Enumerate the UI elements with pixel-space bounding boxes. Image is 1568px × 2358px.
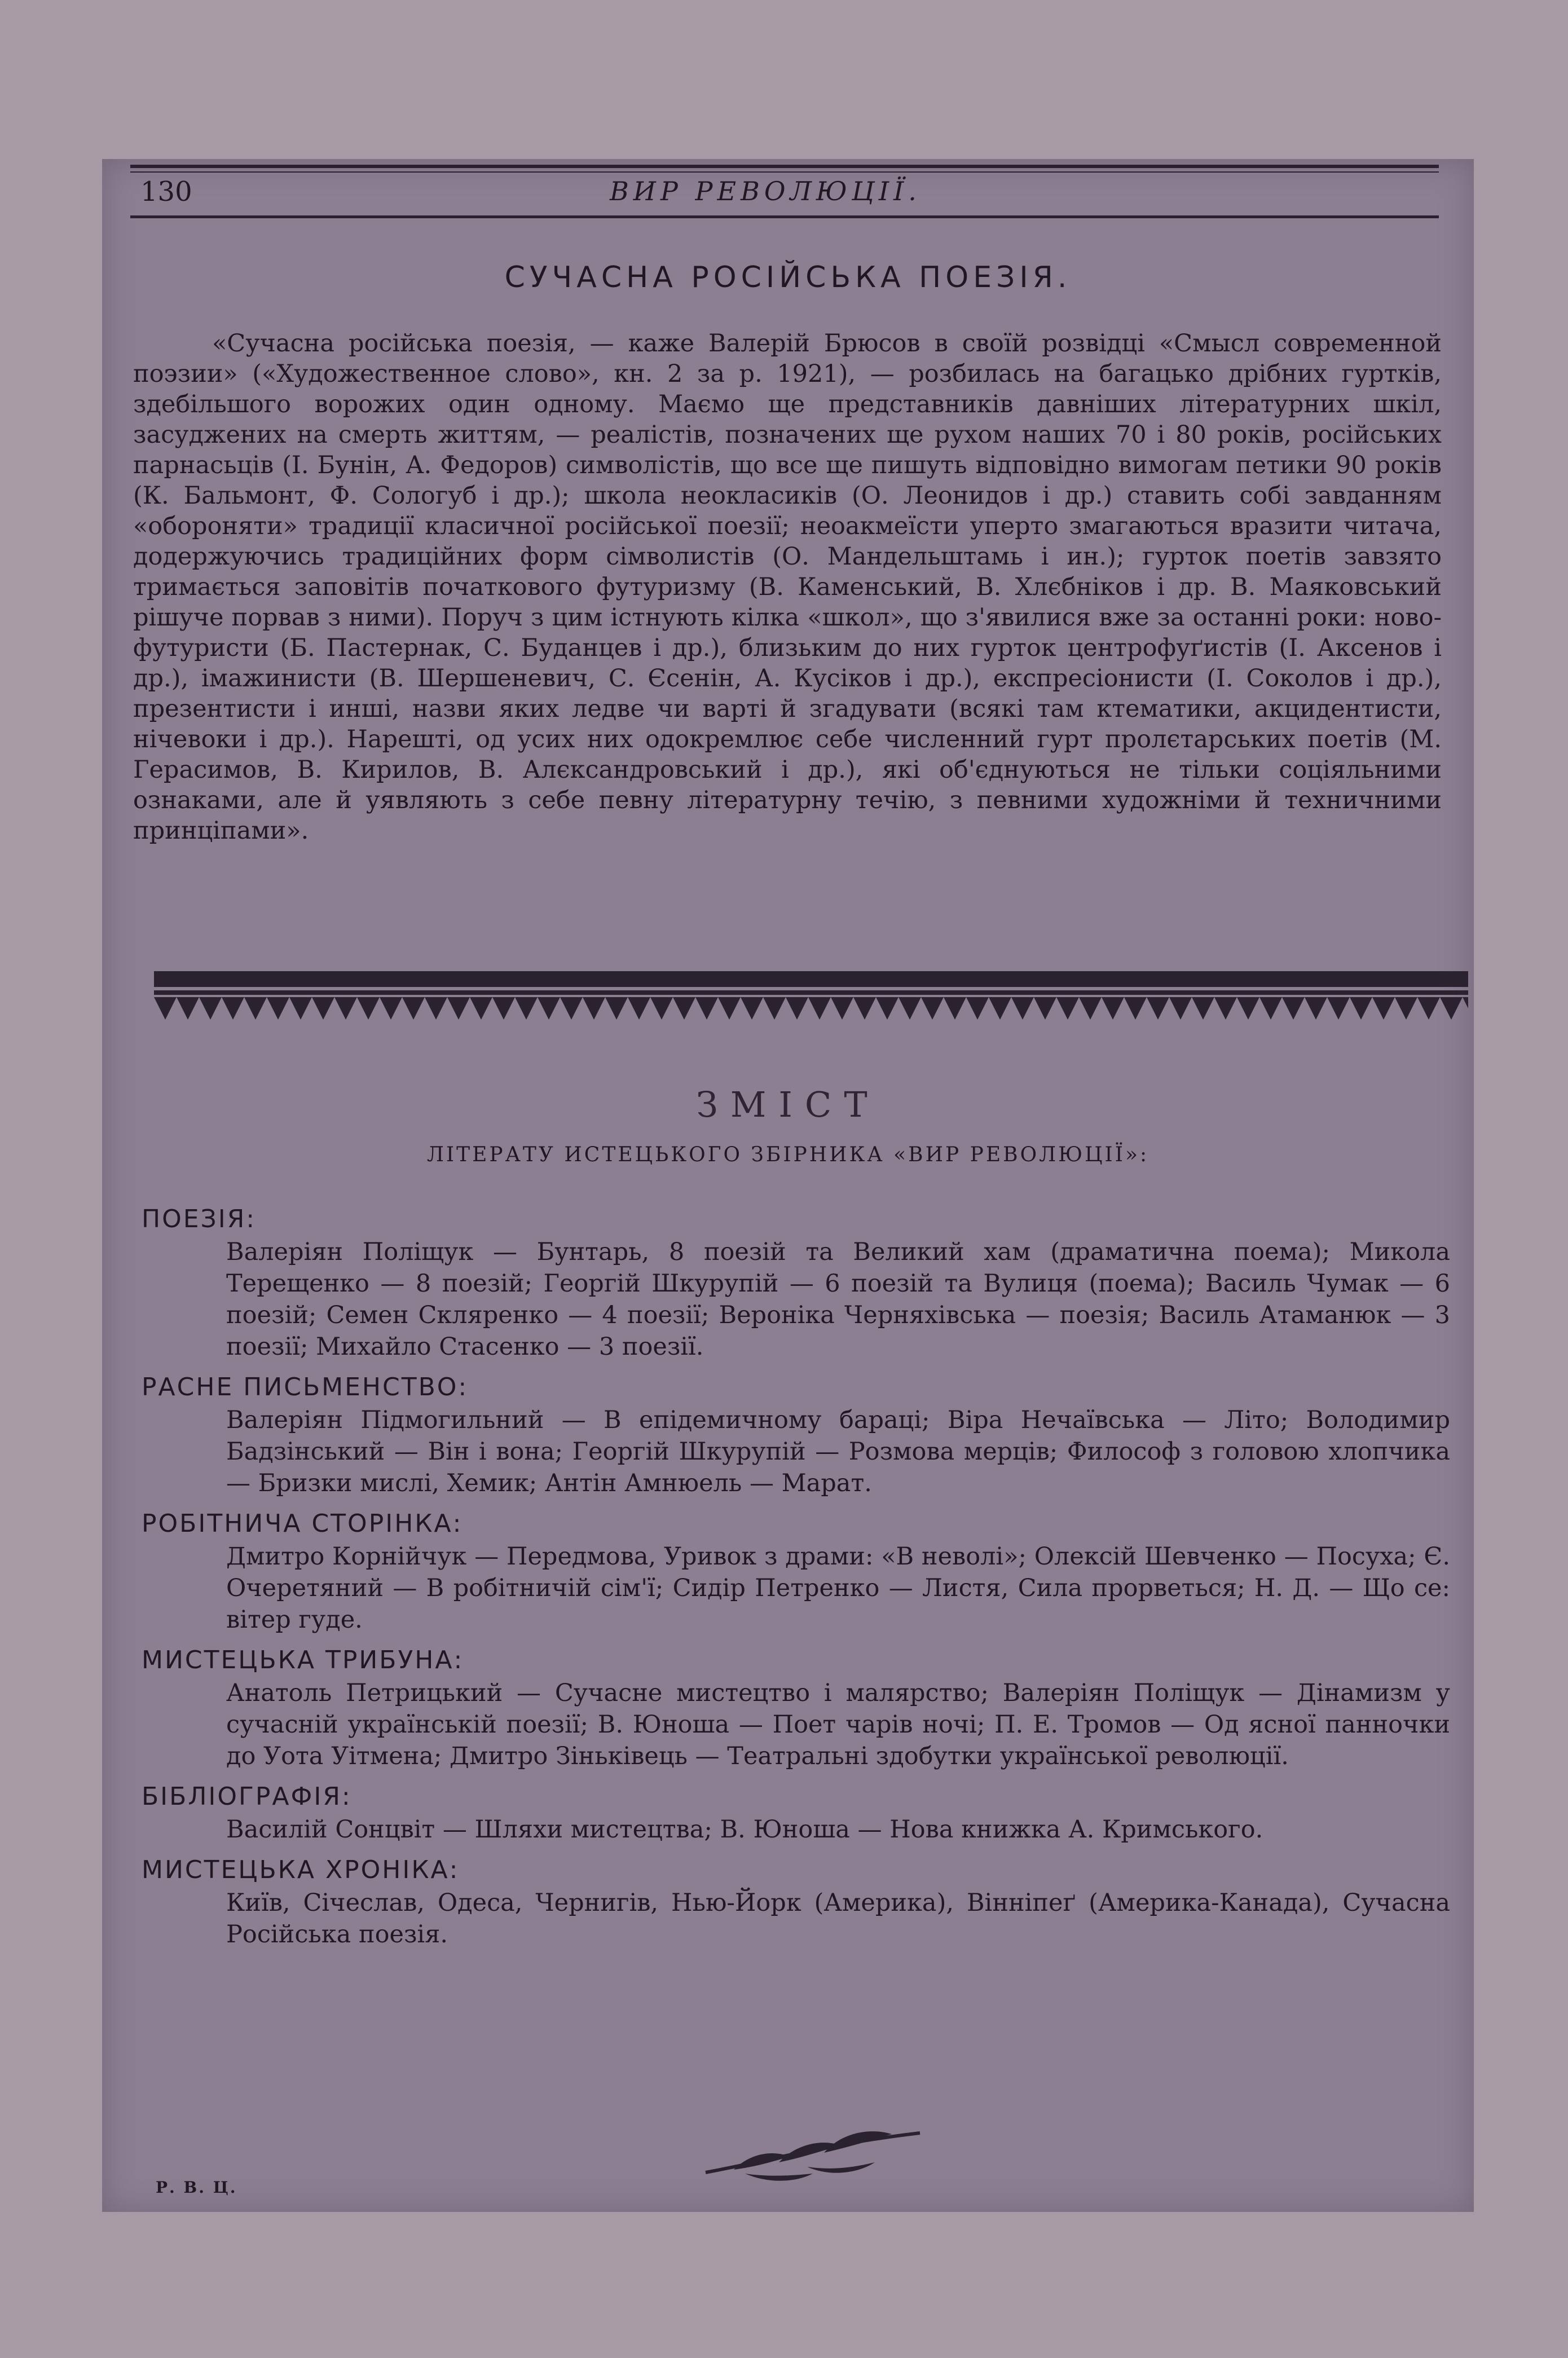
section-poetry: [142, 1202, 1450, 1363]
header-rule-bottom: [130, 215, 1439, 218]
header-rule-thin: [130, 171, 1439, 173]
section-heading: БІБЛІОГРАФІЯ:: [142, 1782, 352, 1811]
header-rule: [130, 165, 1439, 168]
article-body: «Сучасна російська поезія, — каже Валерій Брюсов в своїй розвідці «Смысл современной поэзии» («Художественное слово», кн. 2 за р. 1921), — розбилась на багацько дрібних гуртків, здебільшого ворожих один одному. Маємо ще представників давніших літературних шкіл, засуджених на смерть життям, — реалістів, позначених ще рухом наших 70 і 80 років, російських парнасьців (І. Бунін, А. Федоров) символістів, що все ще пишуть відповідно вимогам петики 90 років (К. Бальмонт, Ф. Сологуб і др.); школа неокласиків (О. Леонидов і др.) ставить собі завданням «обороняти» традиції класичної російської поезії; неоакмеїсти уперто змагаються вразити читача, додержуючись традиційних форм сімволистів (О. Мандельштамь і ин.); гурток поетів завзято тримається заповітів початкового футуризму (В. Каменський, В. Хлєбніков і др. В. Маяковський рішуче порвав з ними). Поруч з цим істнують кілка «школ», що з'явилися вже за останні роки: ново-футуристи (Б. Пастернак, С. Буданцев і др.), близьким до них гурток центрофуґистів (І. Аксенов і др.), імажинисти (В. Шершеневич, С. Єсенін, А. Кусіков і др.), експресіонисти (І. Соколов і др.), презентисти і инші, назви яких ледве чи варті й згадувати (всякі там ктематики, акцидентисти, нічевоки і др.). Нарешті, од усих них одокремлює себе численний гурт пролєтарських поетів (М. Герасимов, В. Кирилов, В. Алєксандровський і др.), які об'єднуються не тільки соціяльними ознаками, але й уявляють з себе певну літературну течію, з певними художніми й техничними принціпами».: [133, 329, 1442, 845]
leaf-ornament-icon: [700, 2122, 926, 2189]
section-heading: МИСТЕЦЬКА ТРИБУНА:: [142, 1646, 464, 1674]
page-number: 130: [140, 176, 192, 208]
section-entries: Анатоль Петрицький — Сучасне мистецтво і малярство; Валеріян Поліщук — Дінамизм у сучасній українській поезії; В. Юноша — Поет чарів ночі; П. Е. Тромов — Од ясної панночки до Уота Уітмена; Дмитро Зіньківець — Театральні здобутки української революції.: [226, 1679, 1450, 1770]
section-workers-page: [142, 1507, 1450, 1636]
section-heading: МИСТЕЦЬКА ХРОНІКА:: [142, 1855, 460, 1884]
section-heading: ПОЕЗІЯ:: [142, 1205, 257, 1233]
contents-subtitle: ЛІТЕРАТУ ИСТЕЦЬКОГО ЗБІРНИКА «ВИР РЕВОЛЮЦІЇ»:: [426, 1143, 1149, 1166]
section-heading: РОБІТНИЧА СТОРІНКА:: [142, 1509, 463, 1538]
colophon: Р. В. Ц.: [156, 2178, 237, 2197]
running-title: ВИР РЕВОЛЮЦІЇ.: [610, 176, 921, 206]
section-bibliography: [142, 1780, 1450, 1845]
ornamental-divider: [154, 971, 1468, 1028]
contents-sections: [142, 1202, 1450, 1958]
section-entries: Василій Сонцвіт — Шляхи мистецтва; В. Юноша — Нова книжка А. Кримського.: [226, 1815, 1263, 1844]
section-art-tribune: [142, 1643, 1450, 1772]
section-entries: Валеріян Підмогильний — В епідемичному бараці; Віра Нечаївська — Літо; Володимир Бадзінський — Він і вона; Георгій Шкурупій — Розмова мерців; Философ з головою хлопчика — Бризки мислі, Хемик; Антін Амнюель — Марат.: [226, 1406, 1450, 1497]
document-page: [102, 159, 1474, 2212]
section-fiction: [142, 1370, 1450, 1499]
contents-title: ЗМІСТ: [696, 1084, 880, 1125]
section-heading: РАСНЕ ПИСЬМЕНСТВО:: [142, 1373, 469, 1401]
section-entries: Київ, Січеслав, Одеса, Чернигів, Нью-Йорк (Америка), Вінніпеґ (Америка-Канада), Сучасна Російська поезія.: [226, 1889, 1450, 1949]
section-art-chronicle: [142, 1853, 1450, 1950]
article-title: СУЧАСНА РОСІЙСЬКА ПОЕЗІЯ.: [504, 261, 1072, 294]
section-entries: Дмитро Корнійчук — Передмова, Уривок з драми: «В неволі»; Олексій Шевченко — Посуха; Є. Очеретяний — В робітничій сім'ї; Сидір Петренко — Листя, Сила прорветься; Н. Д. — Що се: вітер гуде.: [226, 1542, 1450, 1634]
section-entries: Валеріян Поліщук — Бунтарь, 8 поезій та Великий хам (драматична поема); Микола Терещенко — 8 поезій; Георгій Шкурупій — 6 поезій та Вулиця (поема); Василь Чумак — 6 поезій; Семен Скляренко — 4 поезії; Вероніка Черняхівська — поезія; Василь Атаманюк — 3 поезії; Михайло Стасенко — 3 поезії.: [226, 1238, 1450, 1361]
